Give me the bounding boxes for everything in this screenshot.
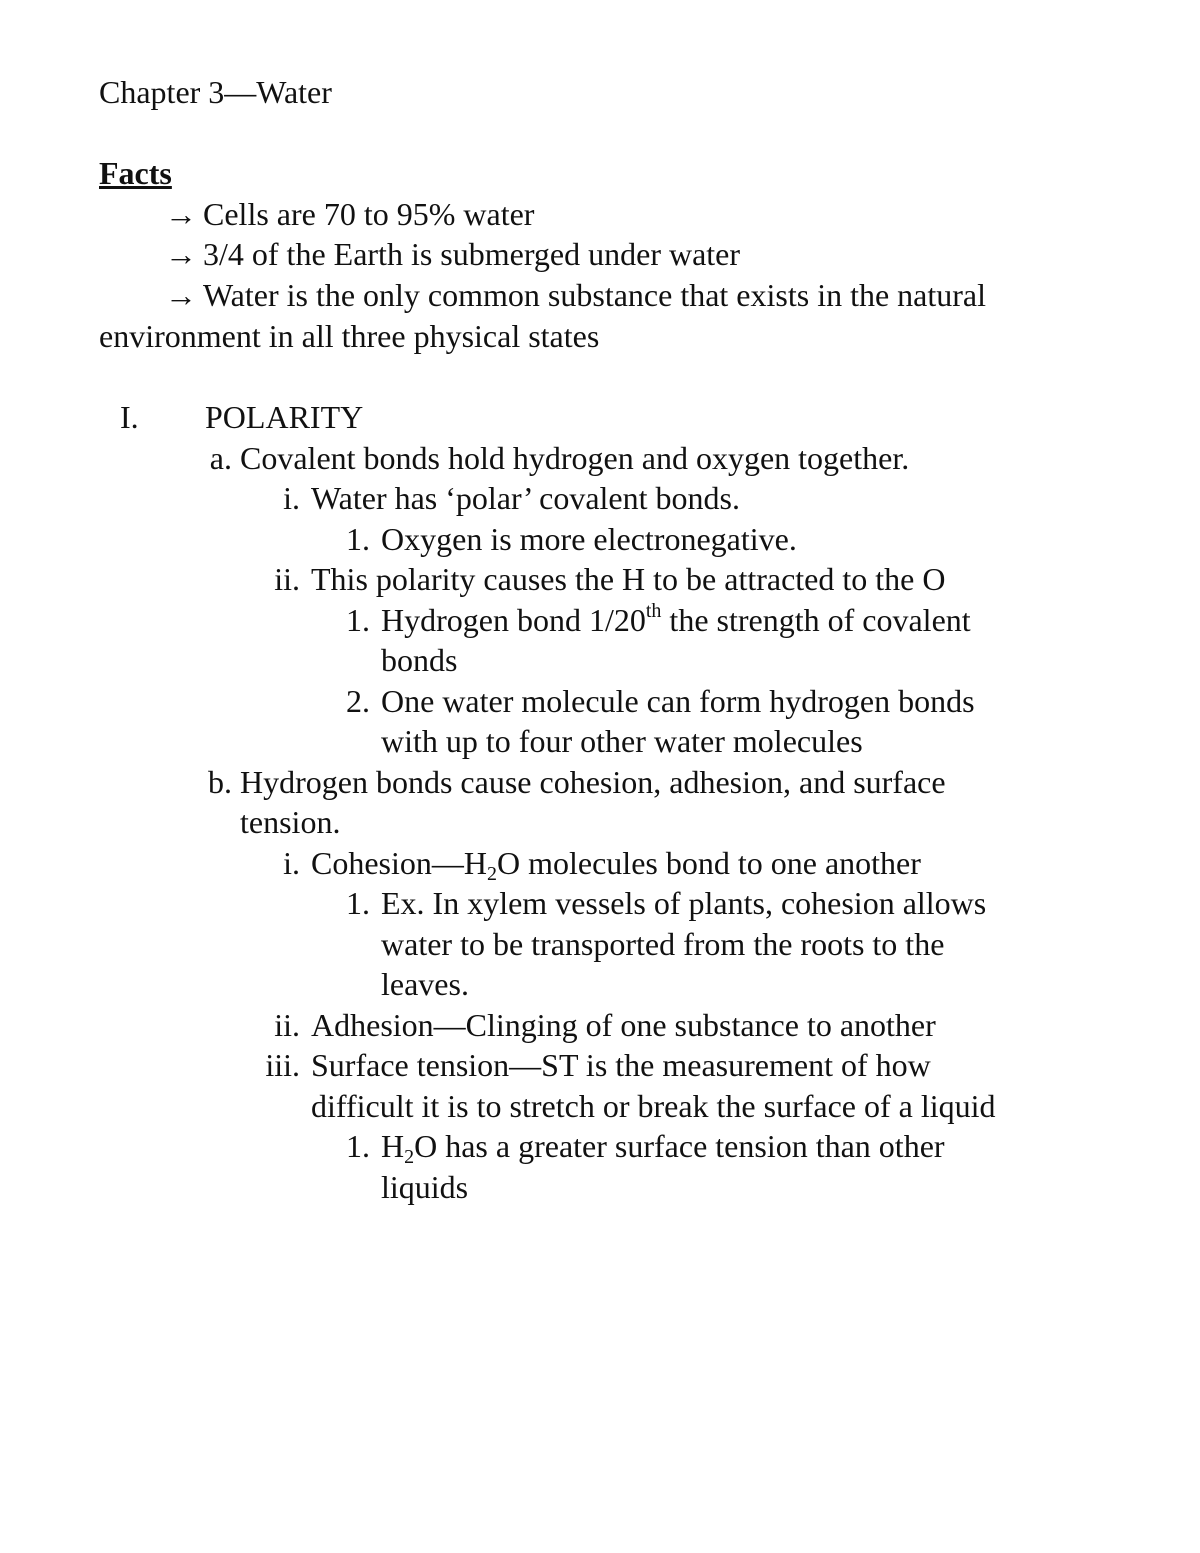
fact-item: → Water is the only common substance that exists in the natural <box>165 277 987 313</box>
outline-item-continuation: difficult it is to stretch or break the surface of a liquid <box>311 1088 996 1124</box>
outline-marker: a. <box>209 440 232 476</box>
outline-item-text: Ex. In xylem vessels of plants, cohesion allows <box>381 885 987 921</box>
superscript: th <box>645 600 662 622</box>
subscript: 2 <box>404 1146 415 1168</box>
outline-item-text: This polarity causes the H to be attracted to the O <box>311 561 946 597</box>
outline-item-text: Surface tension—ST is the measurement of how <box>311 1047 931 1083</box>
outline-marker: 1. <box>346 885 370 921</box>
outline-item-continuation: tension. <box>240 804 341 840</box>
outline-marker: 1. <box>346 521 370 557</box>
outline-item-continuation: bonds <box>381 642 458 678</box>
facts-heading: Facts <box>99 155 172 191</box>
outline-marker: i. <box>283 480 300 516</box>
outline-item-continuation: water to be transported from the roots to the <box>381 926 945 962</box>
outline-item-text: Adhesion—Clinging of one substance to another <box>311 1007 936 1043</box>
subscript: 2 <box>487 863 497 885</box>
outline-marker: 1. <box>346 602 370 638</box>
chapter-title: Chapter 3—Water <box>99 74 332 110</box>
outline-marker: b. <box>208 764 232 800</box>
arrow-right-icon: → <box>165 277 197 313</box>
outline-item-text: Hydrogen bond 1/20th the strength of covalent <box>381 600 971 638</box>
arrow-right-icon: → <box>165 196 197 232</box>
outline-item-continuation: with up to four other water molecules <box>381 723 863 759</box>
section-heading: POLARITY <box>205 399 364 435</box>
outline-marker: i. <box>283 845 300 881</box>
outline-marker: 1. <box>346 1128 370 1164</box>
outline-item-text: One water molecule can form hydrogen bonds <box>381 683 975 719</box>
outline-marker: 2. <box>346 683 370 719</box>
outline-marker: ii. <box>274 561 300 597</box>
outline-marker: iii. <box>265 1047 300 1083</box>
fact-item: → Cells are 70 to 95% water <box>165 196 535 232</box>
outline-item-text: Water has ‘polar’ covalent bonds. <box>311 480 740 516</box>
fact-item-continuation: environment in all three physical states <box>99 318 600 354</box>
outline-item-text: Oxygen is more electronegative. <box>381 521 797 557</box>
arrow-right-icon: → <box>165 236 197 272</box>
outline-item-continuation: liquids <box>381 1169 469 1205</box>
fact-item: → 3/4 of the Earth is submerged under water <box>165 236 741 272</box>
outline-marker: ii. <box>274 1007 300 1043</box>
outline-item-continuation: leaves. <box>381 966 469 1002</box>
outline-marker: I. <box>120 399 139 435</box>
outline-item-text: $Cohesion—H_2O$ molecules bond to one another <box>311 845 921 885</box>
outline-item-text: Hydrogen bonds cause cohesion, adhesion, and surface <box>240 764 946 800</box>
outline-item-text: $H_2O$ has a greater surface tension than other <box>381 1128 945 1168</box>
outline-item-text: Covalent bonds hold hydrogen and oxygen together. <box>240 440 910 476</box>
